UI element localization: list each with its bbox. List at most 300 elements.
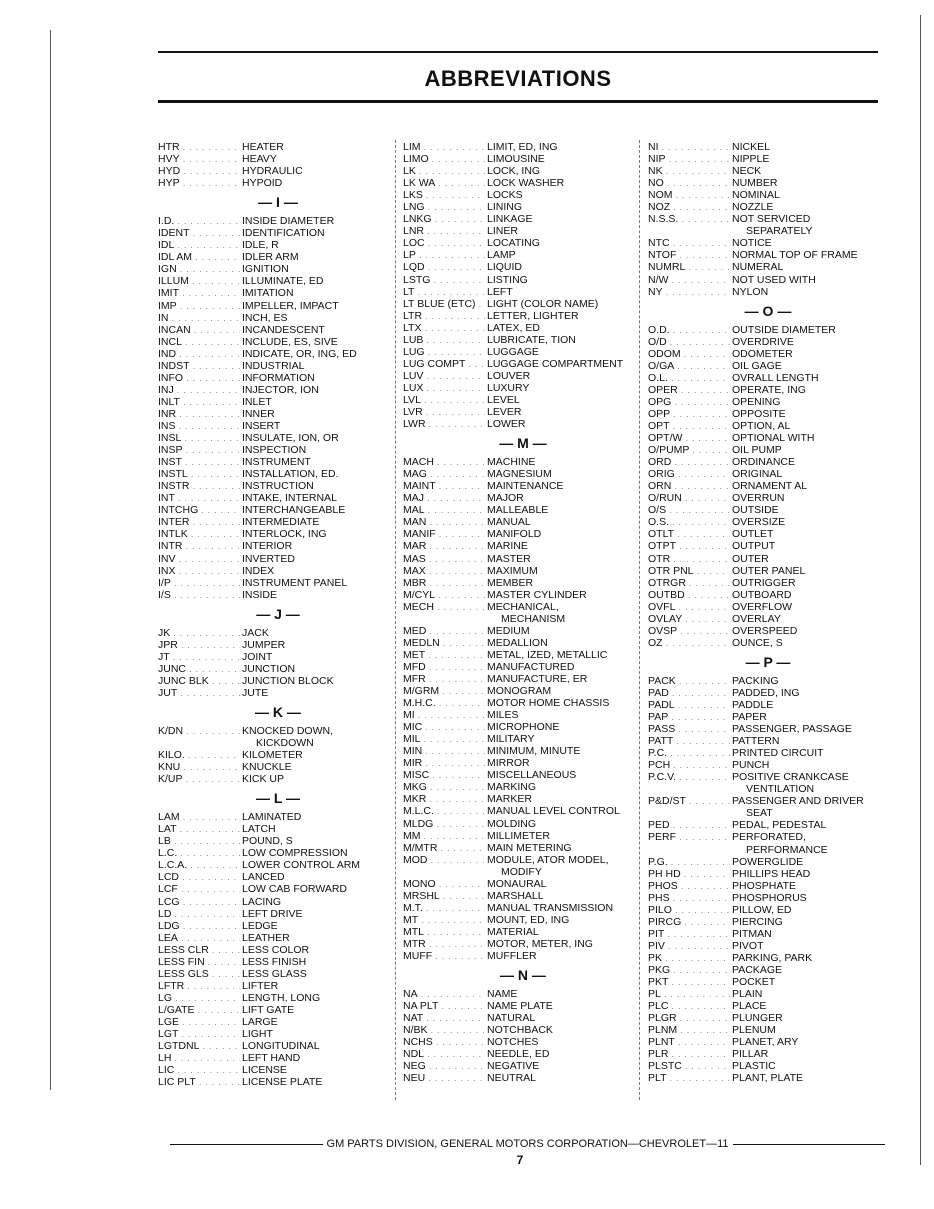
abbreviation-entry [403,298,643,310]
abbreviation: LUV . . . [403,370,485,383]
abbreviation: JUNC . . . [158,663,240,676]
definition: LICENSE [242,1064,287,1077]
abbreviation-entry [403,1060,643,1072]
abbreviation-entry [648,577,888,589]
abbreviation-entry [648,795,888,807]
abbreviation: PADL . . . [648,699,730,712]
abbreviation-entry [158,577,398,589]
definition: IDLE, R [242,239,279,252]
definition: MAINTENANCE [487,480,564,493]
abbreviation-entry [403,1024,643,1036]
abbreviation-entry [648,988,888,1000]
abbreviation-entry [648,540,888,552]
abbreviation-entry [158,324,398,336]
abbreviation: L.C. . . . [158,847,240,860]
abbreviation: NA . . . [403,988,485,1001]
abbreviation: INSL . . . [158,432,240,445]
definition: MANUAL LEVEL CONTROL [487,805,620,818]
abbreviation-entry [158,420,398,432]
definition: MECHANICAL, [487,600,559,613]
abbreviation-column-3 [648,141,888,1084]
abbreviation-entry [158,336,398,348]
abbreviation-entry [158,992,398,1004]
abbreviation: MTR . . . [403,938,485,951]
definition-continuation [403,866,643,878]
abbreviation-entry [158,749,398,761]
abbreviation-entry [403,685,643,697]
definition: PILLAR [732,1048,769,1061]
abbreviation: LNR . . . [403,225,485,238]
definition: POCKET [732,976,776,989]
definition: ORIGINAL [732,468,783,481]
abbreviation: HTR . . . [158,141,240,154]
abbreviation-entry [158,408,398,420]
abbreviation-entry [158,263,398,275]
abbreviation-entry [648,637,888,649]
abbreviation: OTR . . . [648,553,730,566]
abbreviation: LAM . . . [158,811,240,824]
abbreviation-entry [403,565,643,577]
definition: KNOCKED DOWN, [242,724,334,737]
definition: POSITIVE CRANKCASE [732,771,849,784]
abbreviation-entry [158,1016,398,1028]
definition: LAMINATED [242,811,302,824]
definition: HEAVY [242,153,277,166]
definition: OUTLET [732,528,774,541]
abbreviation: OVLAY . . . [648,613,730,626]
abbreviation: O/RUN . . . [648,492,730,505]
abbreviation: N.S.S. . . . [648,213,730,226]
abbreviation-entry [648,831,888,843]
abbreviation: INV . . . [158,553,240,566]
definition: OVRALL LENGTH [732,371,819,384]
abbreviation-entry [403,370,643,382]
definition-continuation [403,613,643,625]
abbreviation: MAG . . . [403,468,485,481]
abbreviation: LGE . . . [158,1016,240,1029]
definition: MONOGRAM [487,685,552,698]
abbreviation-entry [648,360,888,372]
abbreviation-entry [403,189,643,201]
definition: LOCATING [487,237,540,250]
definition: OUTRIGGER [732,576,796,589]
definition: PLANET, ARY [732,1036,799,1049]
definition: LISTING [487,273,528,286]
abbreviation: IDENT . . . [158,227,240,240]
abbreviation-entry [158,287,398,299]
footer-rule-left [170,1144,323,1145]
abbreviation-entry [403,274,643,286]
abbreviation-entry [158,1052,398,1064]
definition: INDEX [242,564,275,577]
definition: MANUFACTURE, ER [487,672,588,685]
abbreviation-entry [403,878,643,890]
abbreviation-entry [158,516,398,528]
abbreviation: I.D. . . . [158,215,240,228]
definition: PLAIN [732,988,763,1001]
abbreviation-entry [648,444,888,456]
definition: LOCKS [487,189,523,202]
definition: OPERATE, ING [732,383,806,396]
abbreviation: MECH . . . [403,601,485,614]
abbreviation-entry [403,637,643,649]
definition: NOTCHBACK [487,1024,553,1037]
definition: MISCELLANEOUS [487,769,577,782]
column-divider [639,140,640,1100]
abbreviation: INSP . . . [158,444,240,457]
definition: NOTICE [732,237,772,250]
definition: NATURAL [487,1012,536,1025]
definition: INVERTED [242,552,295,565]
abbreviation-entry [403,914,643,926]
abbreviation-entry [648,141,888,153]
definition: NUMBER [732,177,778,190]
abbreviation: LH . . . [158,1052,240,1065]
abbreviation-entry [403,1012,643,1024]
definition-text: KICKDOWN [256,737,314,750]
abbreviation: LTR . . . [403,310,485,323]
definition: MEDIUM [487,624,530,637]
definition: MANUFACTURED [487,660,575,673]
abbreviation-entry [403,153,643,165]
definition: OUTER PANEL [732,564,806,577]
abbreviation-entry [648,1048,888,1060]
abbreviation: M/CYL . . . [403,589,485,602]
abbreviation-entry [403,213,643,225]
definition: LEFT HAND [242,1052,301,1065]
abbreviation: LD . . . [158,908,240,921]
definition: INTERLOCK, ING [242,528,327,541]
abbreviation: OUTBD . . . [648,589,730,602]
definition: LEFT DRIVE [242,907,303,920]
definition: INDICATE, OR, ING, ED [242,347,357,360]
definition: LESS GLASS [242,967,307,980]
definition: MARSHALL [487,889,544,902]
definition: NOZZLE [732,201,774,214]
definition: MALLEABLE [487,504,549,517]
abbreviation-entry [158,492,398,504]
abbreviation-entry [158,883,398,895]
definition-text: MECHANISM [501,612,566,625]
abbreviation: INX . . . [158,565,240,578]
abbreviation-entry [158,944,398,956]
abbreviation: IMIT . . . [158,287,240,300]
abbreviation-entry [648,384,888,396]
section-letter: — M — [499,435,547,452]
abbreviation: INSTL . . . [158,468,240,481]
abbreviation-entry [648,528,888,540]
definition: MOLDING [487,817,537,830]
definition: PATTERN [732,735,780,748]
definition: INCANDESCENT [242,323,325,336]
abbreviation-entry [403,781,643,793]
abbreviation: LT . . . [403,286,485,299]
abbreviation: IDL AM . . . [158,251,240,264]
definition: PLENUM [732,1024,776,1037]
section-letter: — J — [256,605,300,622]
abbreviation: ORIG . . . [648,468,730,481]
definition: LIMIT, ED, ING [487,141,558,153]
abbreviation: O.S. . . . [648,516,730,529]
abbreviation: MIR . . . [403,757,485,770]
abbreviation: N/W . . . [648,274,730,287]
abbreviation-entry [403,733,643,745]
column-divider [395,140,396,1100]
abbreviation: PLNM . . . [648,1024,730,1037]
definition: LOUVER [487,369,531,382]
abbreviation: INTCHG . . . [158,504,240,517]
abbreviation: LIC . . . [158,1064,240,1077]
abbreviation-entry [403,468,643,480]
abbreviation: IND . . . [158,348,240,361]
definition: OUTSIDE DIAMETER [732,323,836,336]
abbreviation: MAINT . . . [403,480,485,493]
abbreviation-entry [158,651,398,663]
abbreviation-entry [648,819,888,831]
abbreviation-entry [648,408,888,420]
abbreviation-entry [158,239,398,251]
abbreviation-entry [648,1012,888,1024]
abbreviation: MIL . . . [403,733,485,746]
definition: MINIMUM, MINUTE [487,745,581,758]
abbreviation-entry [648,456,888,468]
definition: OUTBOARD [732,588,792,601]
abbreviation-entry [648,723,888,735]
definition: ODOMETER [732,347,793,360]
abbreviation: O/S . . . [648,504,730,517]
abbreviation: M/GRM . . . [403,685,485,698]
abbreviation-entry [648,420,888,432]
abbreviation-entry [158,372,398,384]
definition-continuation [648,225,888,237]
abbreviation-entry [403,854,643,866]
abbreviation-entry [158,251,398,263]
definition: LIFT GATE [242,1003,295,1016]
abbreviation: PH HD . . . [648,868,730,881]
abbreviation-entry [403,988,643,1000]
abbreviation: IDL . . . [158,239,240,252]
abbreviation: OTRGR . . . [648,577,730,590]
definition: OVERSPEED [732,624,798,637]
abbreviation-entry [648,1036,888,1048]
abbreviation: LIM . . . [403,141,485,154]
abbreviation-entry [403,601,643,613]
abbreviation-entry [158,275,398,287]
definition: OVERDRIVE [732,335,794,348]
section-heading [158,699,398,725]
definition: NEUTRAL [487,1072,537,1085]
definition: ORNAMENT AL [732,480,808,493]
abbreviation-entry [403,286,643,298]
abbreviation-entry [158,675,398,687]
abbreviation-entry [403,504,643,516]
definition: MAIN METERING [487,841,572,854]
abbreviation: NTC . . . [648,237,730,250]
abbreviation: O/GA . . . [648,360,730,373]
abbreviation-entry [648,324,888,336]
abbreviation-entry [403,830,643,842]
abbreviation: P.G. . . . [648,856,730,869]
abbreviation: LVR . . . [403,406,485,419]
definition: MARINE [487,540,528,553]
abbreviation: MIC . . . [403,721,485,734]
abbreviation: LCD . . . [158,871,240,884]
abbreviation-entry [158,589,398,601]
abbreviation-entry [158,956,398,968]
definition: PRINTED CIRCUIT [732,747,824,760]
definition: LEDGE [242,919,278,932]
top-rule [158,51,878,53]
abbreviation-entry [403,661,643,673]
abbreviation: INTR . . . [158,540,240,553]
abbreviation-entry [403,480,643,492]
abbreviation: MTL . . . [403,926,485,939]
abbreviation: OTLT . . . [648,528,730,541]
definition: LIQUID [487,261,523,274]
abbreviation-entry [158,920,398,932]
abbreviation-entry [403,334,643,346]
abbreviation-entry [158,968,398,980]
abbreviation-entry [403,237,643,249]
definition: INCH, ES [242,311,288,324]
definition: LOCK, ING [487,165,541,178]
abbreviation: LK . . . [403,165,485,178]
abbreviation-entry [403,540,643,552]
definition: PASSENGER, PASSAGE [732,723,852,736]
abbreviation-entry [648,396,888,408]
abbreviation-entry [648,856,888,868]
abbreviation-entry [158,773,398,785]
abbreviation: MAX . . . [403,565,485,578]
definition: INSIDE [242,588,278,601]
abbreviation-entry [403,745,643,757]
definition: ORDINANCE [732,456,796,469]
definition: LESS COLOR [242,943,310,956]
definition: INSTRUMENT [242,456,311,469]
definition: NAME PLATE [487,1000,553,1013]
abbreviation-entry [158,227,398,239]
abbreviation: MFR . . . [403,673,485,686]
abbreviation: I/P . . . [158,577,240,590]
abbreviation: MED . . . [403,625,485,638]
abbreviation-entry [158,639,398,651]
abbreviation-entry [648,553,888,565]
abbreviation: NEU . . . [403,1072,485,1085]
definition: LETTER, LIGHTER [487,309,579,322]
abbreviation: PIRCG . . . [648,916,730,929]
abbreviation-entry [403,492,643,504]
abbreviation: LQD . . . [403,261,485,274]
abbreviation: LIC PLT . . . [158,1076,240,1089]
abbreviation: OPT/W . . . [648,432,730,445]
abbreviation-entry [158,215,398,227]
abbreviation: INCAN . . . [158,324,240,337]
definition: JACK [242,626,269,639]
definition: NOT USED WITH [732,273,816,286]
abbreviation: INST . . . [158,456,240,469]
definition: LEVEL [487,393,520,406]
section-heading [158,785,398,811]
abbreviation: OPT . . . [648,420,730,433]
abbreviation: HYD . . . [158,165,240,178]
abbreviation-entry [158,312,398,324]
abbreviation-entry [403,818,643,830]
definition: LACING [242,895,282,908]
definition: MACHINE [487,456,536,469]
definition: INDUSTRIAL [242,359,305,372]
section-letter: — K — [255,703,301,720]
abbreviation-entry [403,141,643,153]
abbreviation-entry [403,805,643,817]
definition: OUTSIDE [732,504,779,517]
abbreviation-entry [648,189,888,201]
abbreviation: LESS GLS . . . [158,968,240,981]
abbreviation-entry [158,553,398,565]
abbreviation: MLDG . . . [403,818,485,831]
section-heading [648,298,888,324]
abbreviation: OPG . . . [648,396,730,409]
definition: INTAKE, INTERNAL [242,492,337,505]
abbreviation-entry [648,261,888,273]
definition: OVERFLOW [732,600,793,613]
definition: LOWER CONTROL ARM [242,859,361,872]
abbreviation-entry [158,761,398,773]
definition: MANUAL [487,516,531,529]
definition: OVERSIZE [732,516,786,529]
definition: OUTER [732,552,769,565]
abbreviation: LESS CLR . . . [158,944,240,957]
section-heading [158,601,398,627]
definition: IDLER ARM [242,251,299,264]
abbreviation-entry [158,908,398,920]
definition: MEMBER [487,576,534,589]
abbreviation-entry [158,932,398,944]
abbreviation-entry [648,904,888,916]
section-letter: — L — [255,790,301,807]
definition: PHOSPHATE [732,879,796,892]
abbreviation: LK WA . . . [403,177,485,190]
definition-text: PERFORMANCE [746,843,828,856]
definition: PARKING, PARK [732,951,813,964]
abbreviation: OPP . . . [648,408,730,421]
definition: HYPOID [242,177,283,190]
definition: LATCH [242,823,276,836]
definition: PLACE [732,1000,767,1013]
abbreviation-entry [403,709,643,721]
abbreviation: INT . . . [158,492,240,505]
definition: NOTCHES [487,1036,539,1049]
definition: MAJOR [487,492,524,505]
abbreviation-entry [158,300,398,312]
abbreviation-entry [158,165,398,177]
definition: INSTALLATION, ED. [242,468,339,481]
abbreviation-entry [158,360,398,372]
definition: MOTOR HOME CHASSIS [487,697,610,710]
definition: LOCK WASHER [487,177,565,190]
definition: NAME [487,988,518,1001]
definition: POUND, S [242,835,293,848]
abbreviation: INDST . . . [158,360,240,373]
abbreviation-entry [158,1040,398,1052]
abbreviation: PHS . . . [648,892,730,905]
section-heading [403,430,643,456]
abbreviation: LB . . . [158,835,240,848]
abbreviation-entry [648,468,888,480]
abbreviation: PLSTC . . . [648,1060,730,1073]
abbreviation: MAS . . . [403,553,485,566]
abbreviation: PASS . . . [648,723,730,736]
abbreviation: INJ . . . [158,384,240,397]
